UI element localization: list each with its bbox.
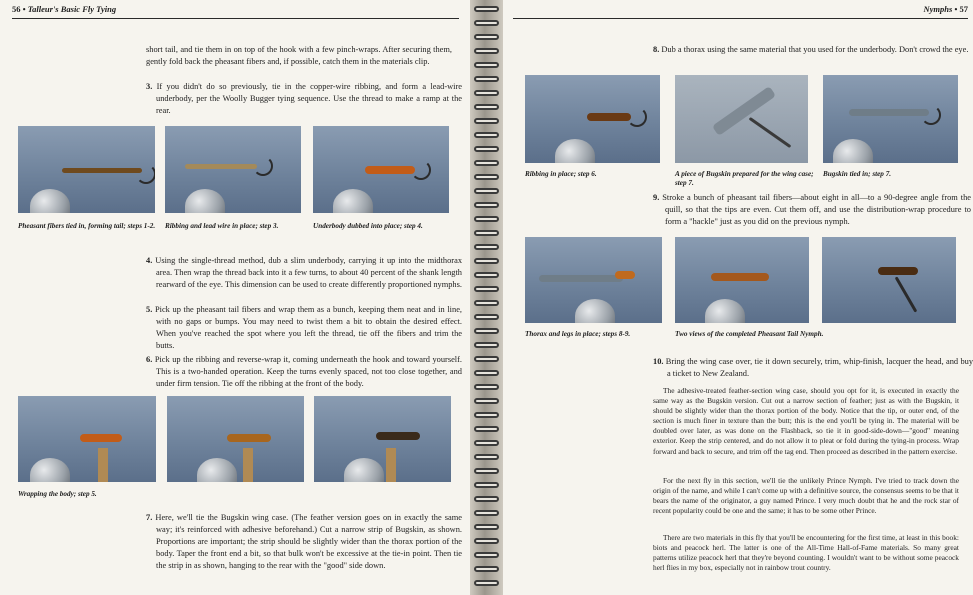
caption-bugskin-tied: Bugskin tied in; step 7. <box>823 170 892 178</box>
caption-underbody: Underbody dubbed into place; step 4. <box>313 222 423 230</box>
binding-ring <box>474 216 499 222</box>
photo-ribbing-in-place <box>525 75 660 163</box>
binding-ring <box>474 370 499 376</box>
wing-case <box>539 275 623 282</box>
hook <box>253 156 273 176</box>
binding-ring <box>474 426 499 432</box>
binding-ring <box>474 566 499 572</box>
binding-ring <box>474 202 499 208</box>
vise-jaw <box>30 458 70 482</box>
binding-ring <box>474 538 499 544</box>
binding-ring <box>474 342 499 348</box>
completed-nymph <box>711 273 769 281</box>
binding-ring <box>474 356 499 362</box>
hook <box>411 160 431 180</box>
step-9: 9. Stroke a bunch of pheasant tail fibers—about eight in all—to a 90-degree angle from the quill, so that the tips are even. Cut them off, and use the distribution-wrap procedure to form a "hackle" just as you did on the previous nymph. <box>653 193 971 226</box>
binding-ring <box>474 440 499 446</box>
caption-ribbing-in-place: Ribbing in place; step 6. <box>525 170 597 178</box>
hook <box>627 107 647 127</box>
tweezers <box>749 117 792 148</box>
photo-ribbing-lead <box>165 126 301 213</box>
photo-underbody <box>313 126 449 213</box>
binding-ring <box>474 580 499 586</box>
binding-ring <box>474 272 499 278</box>
caption-ribbing-lead: Ribbing and lead wire in place; step 3. <box>165 222 279 230</box>
left-page-number: 56 <box>12 4 21 14</box>
intro-paragraph: short tail, and tie them in on top of the hook with a few pinch-wraps. After securing them, gently fold back the pheasant fibers and, if possible, catch them in the materials clip. <box>146 45 452 66</box>
photo-completed-1 <box>675 237 809 323</box>
vise-jaw <box>185 189 225 213</box>
left-running-header: 56 • Talleur's Basic Fly Tying <box>12 4 459 19</box>
binding-ring <box>474 412 499 418</box>
bugskin-wing <box>849 109 929 116</box>
binding-ring <box>474 482 499 488</box>
binding-ring <box>474 230 499 236</box>
photo-wrapping-1 <box>18 396 156 482</box>
binding-ring <box>474 468 499 474</box>
left-page <box>0 0 470 595</box>
vise-jaw <box>833 139 873 163</box>
binding-ring <box>474 496 499 502</box>
step-3: 3. If you didn't do so previously, tie in the copper-wire ribbing, and form a lead-wire underbody, per the Woolly Bugger tying sequence. Use the thread to make a ramp at the rear. <box>146 82 463 115</box>
binding-ring <box>474 188 499 194</box>
binding-ring <box>474 300 499 306</box>
binding-ring <box>474 314 499 320</box>
binding-ring <box>474 6 499 12</box>
photo-bugskin-piece <box>675 75 808 163</box>
vise-jaw <box>197 458 237 482</box>
binding-ring <box>474 160 499 166</box>
binding-ring <box>474 328 499 334</box>
dubbed-underbody <box>365 166 415 174</box>
fly-body <box>80 434 122 442</box>
binding-ring <box>474 132 499 138</box>
fly-body <box>227 434 271 442</box>
binding-ring <box>474 510 499 516</box>
binding-ring <box>474 34 499 40</box>
step-7: 7. Here, we'll tie the Bugskin wing case. (The feather version goes on in exactly the same way; it's reinforced with adhesive beforehand.) Cut a narrow strip of Bugskin, as shown. Proportions are important; the strip should be slightly wider than the thorax portion of the body. Taper the front end a bit, so that bulk won't be excessive at the tie-in point. Then tie the strip in as shown, hanging to the rear with the "good" side down. <box>146 513 462 570</box>
binding-ring <box>474 104 499 110</box>
paragraph-materials: There are two materials in this fly that you'll be encountering for the first time, at least in this book: biots and peacock herl. The latter is one of the All-Time Hall-of-Fame materials. So many great patterns utilize peacock herl that they're beyond counting. I wouldn't want to be without some peacock herl flies in my box, especially not in rainbow trout country. <box>653 533 959 573</box>
photo-bugskin-tied <box>823 75 958 163</box>
hook <box>921 105 941 125</box>
binding-ring <box>474 62 499 68</box>
step-8: 8. Dub a thorax using the same material that you used for the underbody. Don't crowd the eye. <box>653 45 969 54</box>
step-6: 6. Pick up the ribbing and reverse-wrap it, coming underneath the hook and toward yourself. This is a two-handed operation. Keep the turns evenly spaced, not too close together, and under firm tension. Tie off the ribbing at the front of the body. <box>146 355 463 388</box>
binding-ring <box>474 286 499 292</box>
vise-jaw <box>555 139 595 163</box>
photo-completed-2 <box>822 237 956 323</box>
fly-body <box>587 113 631 121</box>
paragraph-prince-nymph: For the next fly in this section, we'll tie the unlikely Prince Nymph. I've tried to track down the origin of the name, and while I can't come up with a definitive source, the consensus seems to be that it bears the name of the originator, a guy named Prince. I very much doubt that he and the rock star of recent popularity could be one and the same; it has to be some other Prince. <box>653 476 959 516</box>
photo-wrapping-3 <box>314 396 451 482</box>
left-book-title: Talleur's Basic Fly Tying <box>27 4 117 14</box>
fly-body <box>376 432 420 440</box>
binding-ring <box>474 454 499 460</box>
hook <box>136 164 155 184</box>
vise-jaw <box>705 299 745 323</box>
binding-ring <box>474 244 499 250</box>
right-running-header: Nymphs • 57 <box>513 4 968 19</box>
caption-wrapping: Wrapping the body; step 5. <box>18 490 97 498</box>
completed-nymph <box>878 267 918 275</box>
spiral-binding <box>470 0 503 595</box>
binding-ring <box>474 76 499 82</box>
right-section-title: Nymphs <box>923 4 953 14</box>
binding-ring <box>474 524 499 530</box>
binding-ring <box>474 398 499 404</box>
step-5: 5. Pick up the pheasant tail fibers and wrap them as a bunch, keeping them neat and in line, with no gaps or bumps. You may need to twist them a bit to obtain the desired effect. When you've reached the spot where you left the thread, tie off the fibers and trim the butts. <box>146 305 463 350</box>
vise-jaw <box>344 458 384 482</box>
binding-ring <box>474 48 499 54</box>
caption-bugskin-piece: A piece of Bugskin prepared for the wing case; step 7. <box>675 170 814 187</box>
binding-ring <box>474 20 499 26</box>
binding-ring <box>474 258 499 264</box>
vise-jaw <box>30 189 70 213</box>
vise-jaw <box>575 299 615 323</box>
photo-wrapping-2 <box>167 396 304 482</box>
right-page <box>503 0 973 595</box>
step-4: 4. Using the single-thread method, dub a slim underbody, carrying it up into the midthorax area. Then wrap the thread back into it a few turns, to about 40 percent of the shank length rearward of the eye. This dimension can be used to create differently proportioned nymphs. <box>146 256 463 289</box>
step-10: 10. Bring the wing case over, tie it down securely, trim, whip-finish, lacquer the head, and buy a ticket to New Zealand. <box>653 357 973 378</box>
binding-ring <box>474 118 499 124</box>
photo-thorax-legs <box>525 237 662 323</box>
tweezers <box>895 276 918 312</box>
binding-ring <box>474 384 499 390</box>
binding-ring <box>474 174 499 180</box>
binding-ring <box>474 146 499 152</box>
binding-ring <box>474 552 499 558</box>
binding-ring <box>474 90 499 96</box>
lead-wire <box>185 164 257 169</box>
vise-jaw <box>333 189 373 213</box>
paragraph-feather-wing-case: The adhesive-treated feather-section wing case, should you opt for it, is executed in exactly the same way as the Bugskin version. Cut out a narrow section of feather; just as with the Bugskin, it should be slightly wider than the thorax portion of the body. Notice that the tip, or outer end, of the section is much finer in texture than the butt; this is the end you'll be tying in. The material will be doubled over later, as was done on the Flashback, so tie it in good-side-down—"good" meaning exterior. Keep the strip centered, and do not allow it to pleat or fold during the tying-in process. Wrap forward and back to secure, and trim off the tag end. Then proceed as described in the pattern exercise. <box>653 386 959 456</box>
ribbing-wire <box>386 448 396 482</box>
right-page-number: 57 <box>959 4 968 14</box>
tail-fibers-bunch <box>243 448 253 482</box>
legs <box>615 271 635 279</box>
tail-fibers <box>62 168 142 173</box>
photo-tail-tied <box>18 126 155 213</box>
caption-thorax-legs: Thorax and legs in place; steps 8-9. <box>525 330 631 338</box>
caption-tail: Pheasant fibers tied in, forming tail; steps 1-2. <box>18 222 156 230</box>
caption-completed: Two views of the completed Pheasant Tail Nymph. <box>675 330 824 338</box>
tail-fibers-bunch <box>98 448 108 482</box>
